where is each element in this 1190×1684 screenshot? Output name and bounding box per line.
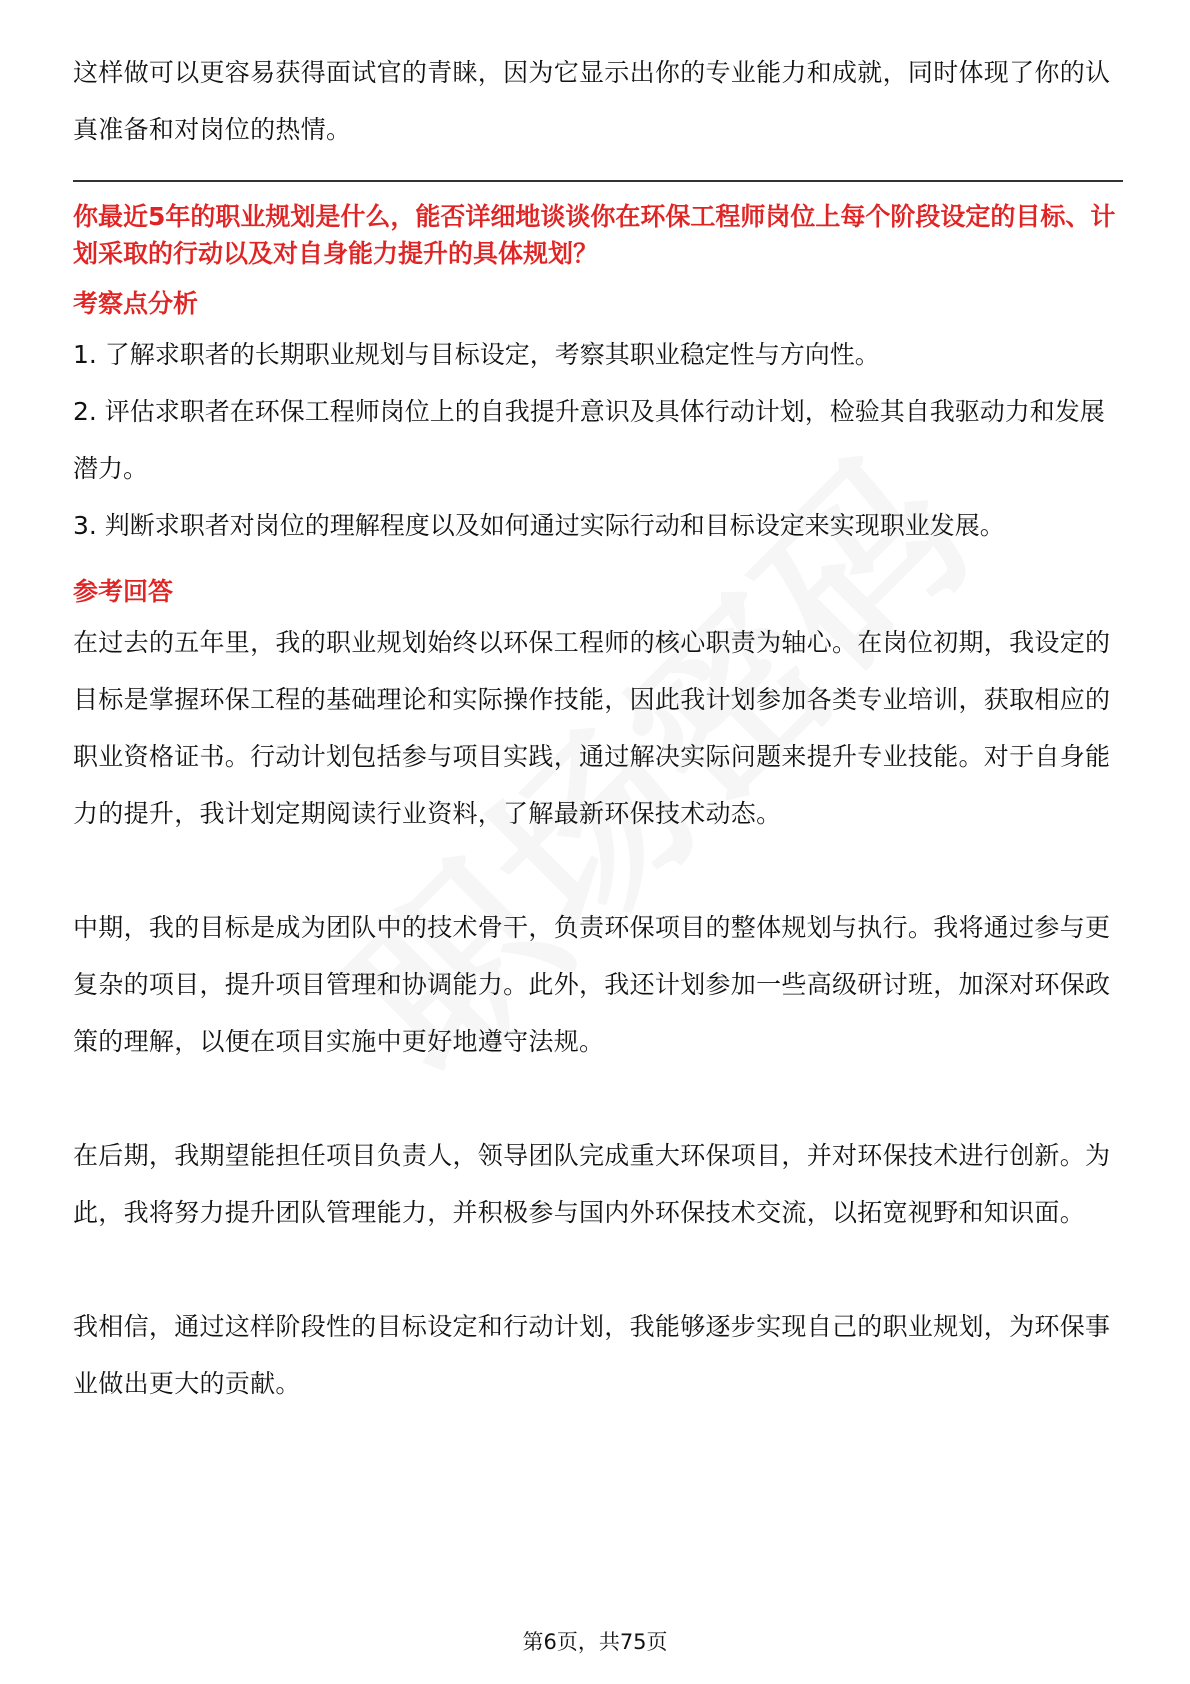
answer-paragraph-1: 在过去的五年里，我的职业规划始终以环保工程师的核心职责为轴心。在岗位初期，我设定的目标是掌握环保工程的基础理论和实际操作技能，因此我计划参加各类专业培训，获取相应的职业资格证书。行动计划包括参与项目实践，通过解决实际问题来提升专业技能。对于自身能力的提升，我计划定期阅读行业资料，了解最新环保技术动态。: [73, 628, 1111, 828]
answer-body: [73, 614, 1123, 1412]
intro-paragraph: 这样做可以更容易获得面试官的青睐，因为它显示出你的专业能力和成就，同时体现了你的认真准备和对岗位的热情。: [73, 58, 1111, 144]
answer-paragraph-2: 中期，我的目标是成为团队中的技术骨干，负责环保项目的整体规划与执行。我将通过参与更复杂的项目，提升项目管理和协调能力。此外，我还计划参加一些高级研讨班，加深对环保政策的理解，以便在项目实施中更好地遵守法规。: [73, 913, 1111, 1056]
paragraph-gap: [73, 1070, 1123, 1127]
page-content: [73, 44, 1123, 1412]
paragraph-gap: [73, 1241, 1123, 1298]
answer-heading: 参考回答: [73, 577, 174, 606]
section-divider: [73, 180, 1123, 182]
analysis-item-3: 3. 判断求职者对岗位的理解程度以及如何通过实际行动和目标设定来实现职业发展。: [73, 511, 1005, 540]
analysis-list: [73, 326, 1123, 554]
analysis-heading: 考察点分析: [73, 289, 199, 318]
analysis-item-1: 1. 了解求职者的长期职业规划与目标设定，考察其职业稳定性与方向性。: [73, 340, 880, 369]
interview-question: 你最近5年的职业规划是什么，能否详细地谈谈你在环保工程师岗位上每个阶段设定的目标、计划采取的行动以及对自身能力提升的具体规划？: [73, 202, 1116, 268]
analysis-item-2: 2. 评估求职者在环保工程师岗位上的自我提升意识及具体行动计划，检验其自我驱动力和发展潜力。: [73, 397, 1105, 483]
page-number: 第6页，共75页: [522, 1630, 668, 1654]
paragraph-gap: [73, 842, 1123, 899]
answer-paragraph-4: 我相信，通过这样阶段性的目标设定和行动计划，我能够逐步实现自己的职业规划，为环保事业做出更大的贡献。: [73, 1312, 1111, 1398]
answer-paragraph-3: 在后期，我期望能担任项目负责人，领导团队完成重大环保项目，并对环保技术进行创新。为此，我将努力提升团队管理能力，并积极参与国内外环保技术交流，以拓宽视野和知识面。: [73, 1141, 1111, 1227]
